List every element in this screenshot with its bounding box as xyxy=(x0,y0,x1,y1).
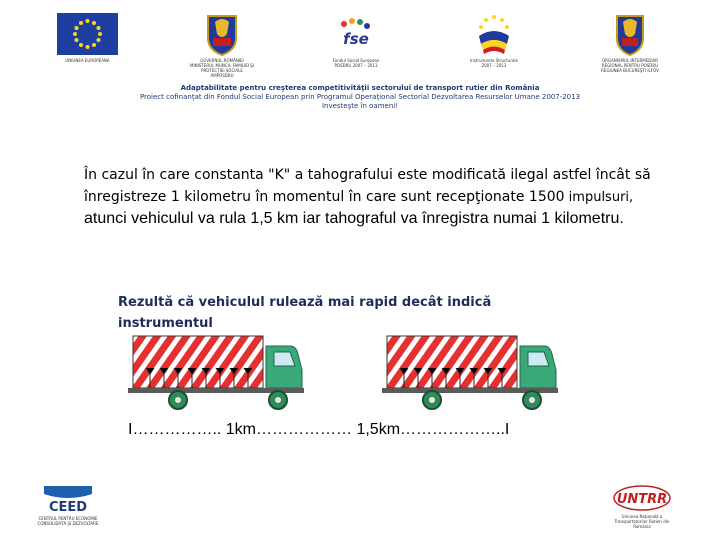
project-slogan: Investeşte în oameni! xyxy=(321,102,399,110)
project-cofinanced-line: Proiect cofinanţat din Fondul Social European prin Programul Operaţional Sectorial Dezvoltarea Resurselor Umane 2007-2013 xyxy=(139,93,581,101)
ceed-caption: CENTRUL PENTRU ECONOMIE CONSOLIDATĂ ŞI DEZVOLTARE xyxy=(37,516,99,526)
instrumente-structurale-caption: Instrumente Structurale 2007 – 2013 xyxy=(470,58,518,68)
truck-illustration-left xyxy=(128,330,308,412)
distance-scale-line: I…………….. 1km……………… 1,5km………………..I xyxy=(128,421,510,438)
eu-flag-logo xyxy=(57,13,118,55)
paragraph-part-1: În cazul în care constanta "K" a tahografului este modificată ilegal astfel încât să înregistreze 1 kilometru în momentul în care sunt recepţionate 1500 xyxy=(84,167,651,205)
bucharest-ilfov-crest-logo xyxy=(614,12,646,56)
paragraph-part-3: atunci vehiculul va rula 1,5 km iar tahograful va înregistra numai 1 kilometru. xyxy=(84,210,624,227)
fse-logo xyxy=(332,16,380,54)
project-title: Adaptabilitate pentru creşterea competitivităţii sectorului de transport rutier din România xyxy=(180,84,540,92)
government-caption: GUVERNUL ROMÂNIEI MINISTERUL MUNCII, FAMILIEI ŞI PROTECŢIEI SOCIALE AMPOSDRU xyxy=(190,58,254,78)
ceed-logo xyxy=(40,482,96,514)
truck-illustration-right xyxy=(382,330,562,412)
eu-flag-caption: UNIUNEA EUROPEANA xyxy=(65,58,110,63)
untrr-logo-text: UNTRR xyxy=(616,492,668,507)
oi-caption: ORGANISMUL INTERMEDIAR REGIONAL PENTRU POSDRU REGIUNEA BUCUREŞTI ILFOV xyxy=(601,58,659,73)
ceed-logo-text: CEED xyxy=(48,500,88,514)
result-statement: Rezultă că vehiculul rulează mai rapid decât indică instrumentul xyxy=(118,295,492,331)
fse-caption: Fondul Social European POSDRU 2007 – 2013 xyxy=(332,58,380,68)
romania-coat-of-arms-logo xyxy=(205,12,239,56)
main-paragraph xyxy=(84,164,664,229)
fse-logo-text: fse xyxy=(343,30,369,48)
untrr-caption: Uniunea Naţională a Transportatorilor Rutieri din România xyxy=(614,514,670,529)
untrr-logo xyxy=(612,482,672,512)
instrumente-structurale-logo xyxy=(471,12,517,56)
paragraph-part-2: impulsuri, xyxy=(564,190,634,205)
